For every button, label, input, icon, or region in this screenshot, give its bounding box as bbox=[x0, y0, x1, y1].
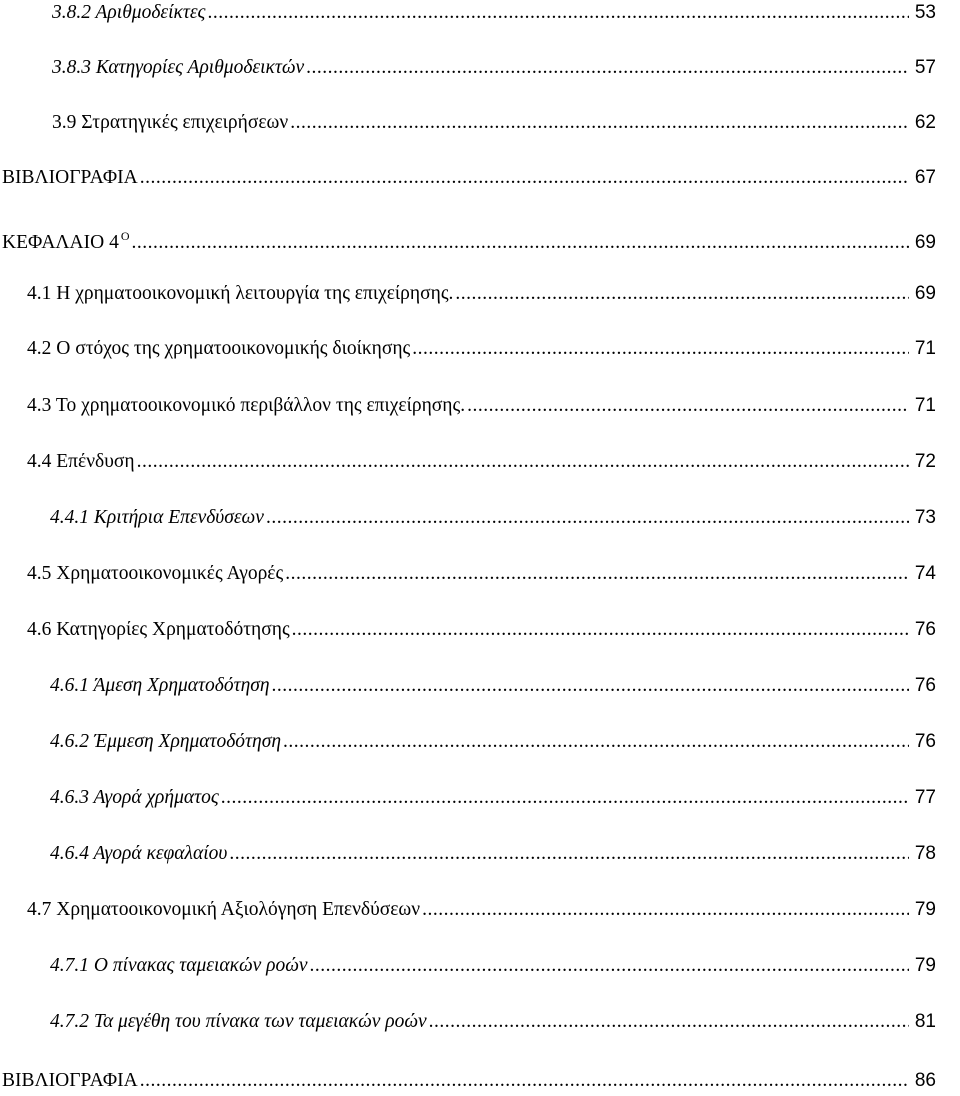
toc-dot-leader bbox=[283, 727, 909, 757]
toc-entry-title: 4.6.4 Αγορά κεφαλαίου bbox=[50, 843, 228, 864]
toc-page-number: 57 bbox=[914, 57, 936, 78]
toc-entry[interactable] bbox=[50, 727, 936, 757]
toc-entry-title: 4.6.3 Αγορά χρήματος bbox=[50, 787, 219, 808]
toc-entry[interactable] bbox=[2, 163, 936, 193]
toc-entry-title: 4.4 Επένδυση bbox=[27, 451, 135, 472]
toc-page-number: 74 bbox=[914, 563, 936, 584]
toc-dot-leader bbox=[310, 951, 910, 981]
toc-entry[interactable] bbox=[50, 839, 936, 869]
toc-dot-leader bbox=[429, 1007, 909, 1037]
toc-entry[interactable] bbox=[52, 53, 936, 83]
toc-entry[interactable] bbox=[27, 895, 936, 925]
toc-entry[interactable] bbox=[50, 783, 936, 813]
toc-entry-title: 4.6.1 Άμεση Χρηματοδότηση bbox=[50, 675, 270, 696]
toc-page-number: 72 bbox=[914, 451, 936, 472]
toc-entry-title: 4.7 Χρηματοοικονομική Αξιολόγηση Επενδύσεων bbox=[27, 899, 421, 920]
toc-entry[interactable] bbox=[50, 671, 936, 701]
toc-entry-title: 4.2 Ο στόχος της χρηματοοικονομικής διοίκησης bbox=[27, 338, 411, 359]
toc-dot-leader bbox=[132, 228, 910, 251]
toc-entry[interactable] bbox=[52, 0, 936, 28]
toc-page-number: 76 bbox=[914, 675, 936, 696]
toc-entry-title-text: ΚΕΦΑΛΑΙΟ 4 bbox=[2, 232, 119, 251]
toc-dot-leader bbox=[207, 0, 909, 28]
toc-page-number: 81 bbox=[914, 1011, 936, 1032]
toc-dot-leader bbox=[285, 559, 909, 589]
toc-dot-leader bbox=[467, 391, 909, 421]
toc-entry[interactable] bbox=[50, 951, 936, 981]
toc-page-number: 76 bbox=[914, 731, 936, 752]
toc-page-number: 73 bbox=[914, 507, 936, 528]
toc-entry-title bbox=[2, 221, 130, 251]
toc-page-number: 79 bbox=[914, 899, 936, 920]
toc-entry-title: ΒΙΒΛΙΟΓΡΑΦΙΑ bbox=[2, 1070, 138, 1091]
toc-entry-title: 3.8.3 Κατηγορίες Αριθμοδεικτών bbox=[52, 57, 305, 78]
toc-entry[interactable] bbox=[52, 108, 936, 138]
toc-entry[interactable] bbox=[27, 559, 936, 589]
toc-dot-leader bbox=[137, 447, 909, 477]
toc-entry-title: 4.3 Το χρηματοοικονομικό περιβάλλον της επιχείρησης. bbox=[27, 395, 466, 416]
toc-dot-leader bbox=[455, 279, 909, 309]
toc-dot-leader bbox=[412, 334, 909, 364]
toc-entry-title: 4.1 Η χρηματοοικονομική λειτουργία της επιχείρησης. bbox=[27, 283, 454, 304]
toc-page-number: 78 bbox=[914, 843, 936, 864]
toc-entry[interactable] bbox=[27, 391, 936, 421]
toc-entry-title: 4.6.2 Έμμεση Χρηματοδότηση bbox=[50, 731, 282, 752]
toc-dot-leader bbox=[290, 108, 909, 138]
toc-dot-leader bbox=[272, 671, 909, 701]
toc-entry-title: 4.7.2 Τα μεγέθη του πίνακα των ταμειακών ροών bbox=[50, 1011, 427, 1032]
toc-entry-superscript: Ο bbox=[120, 229, 130, 243]
toc-page-number: 71 bbox=[914, 338, 936, 359]
toc-entry[interactable] bbox=[2, 221, 936, 251]
toc-entry-title: 4.5 Χρηματοοικονομικές Αγορές bbox=[27, 563, 284, 584]
toc-entry-title: ΒΙΒΛΙΟΓΡΑΦΙΑ bbox=[2, 167, 138, 188]
toc-page-number: 77 bbox=[914, 787, 936, 808]
toc-page-number: 71 bbox=[914, 395, 936, 416]
toc-dot-leader bbox=[229, 839, 909, 869]
toc-dot-leader bbox=[266, 503, 909, 533]
toc-entry-title: 4.4.1 Κριτήρια Επενδύσεων bbox=[50, 507, 264, 528]
toc-page-number: 53 bbox=[914, 2, 936, 23]
toc-dot-leader bbox=[140, 163, 909, 193]
toc-page-number: 62 bbox=[914, 112, 936, 133]
toc-page-number: 76 bbox=[914, 619, 936, 640]
toc-entry[interactable] bbox=[27, 334, 936, 364]
toc-entry[interactable] bbox=[27, 279, 936, 309]
toc-page-number: 67 bbox=[914, 167, 936, 188]
toc-page-number: 86 bbox=[914, 1070, 936, 1091]
toc-dot-leader bbox=[422, 895, 909, 925]
toc-dot-leader bbox=[306, 53, 909, 83]
toc-entry-title: 3.8.2 Αριθμοδείκτες bbox=[52, 2, 206, 23]
toc-entry[interactable] bbox=[50, 1007, 936, 1037]
toc-entry[interactable] bbox=[50, 503, 936, 533]
toc-dot-leader bbox=[292, 615, 909, 645]
toc-entry-title: 3.9 Στρατηγικές επιχειρήσεων bbox=[52, 112, 289, 133]
toc-page-number: 69 bbox=[914, 232, 936, 251]
toc-dot-leader bbox=[221, 783, 909, 813]
toc-entry-title: 4.7.1 Ο πίνακας ταμειακών ροών bbox=[50, 955, 308, 976]
toc-entry[interactable] bbox=[27, 447, 936, 477]
toc-page-number: 79 bbox=[914, 955, 936, 976]
toc-entry-title: 4.6 Κατηγορίες Χρηματοδότησης bbox=[27, 619, 290, 640]
toc-entry[interactable] bbox=[27, 615, 936, 645]
toc-page-number: 69 bbox=[914, 283, 936, 304]
